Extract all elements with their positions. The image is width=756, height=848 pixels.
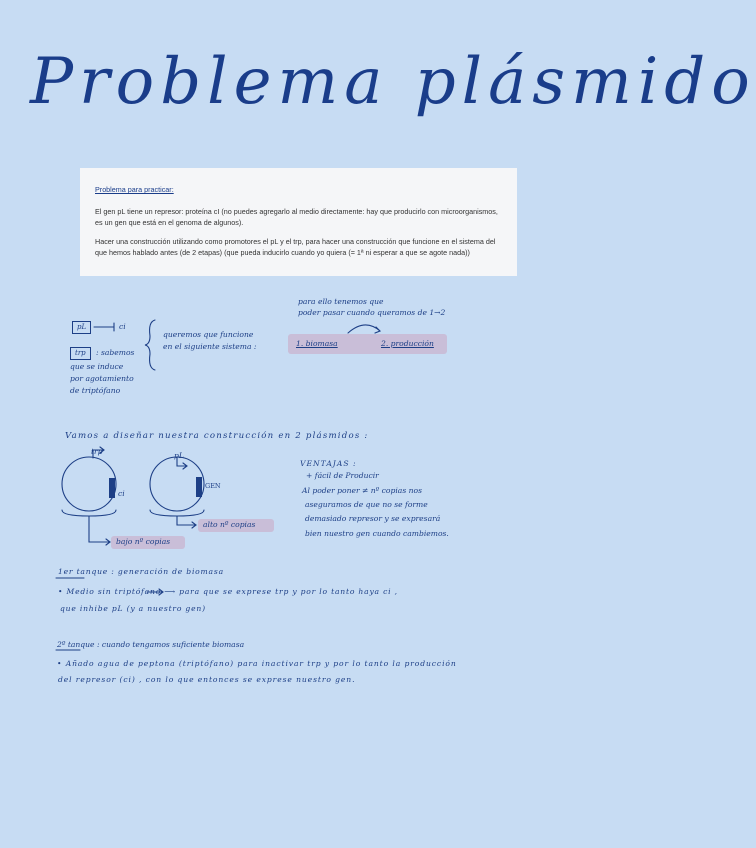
tank2-line-2: del represor (ci) , con lo que entonces se exprese nuestro gen. — [58, 675, 356, 684]
trp-line-2: por agotamiento — [70, 374, 134, 383]
tank2-heading: 2º tanque : cuando tengamos suficiente biomasa — [57, 640, 245, 649]
want-line-2: en el siguiente sistema : — [163, 342, 257, 351]
tank1-line-2: que inhibe pL (y a nuestro gen) — [60, 604, 206, 613]
plasmid2-pl-label: pL — [174, 451, 184, 460]
repression-line — [94, 323, 114, 331]
tank1-arrow — [147, 589, 163, 595]
problem-heading: Problema para practicar: — [95, 185, 174, 194]
transition-arrow — [348, 325, 380, 333]
pl-box: pL — [72, 321, 91, 334]
advantage-4: demasiado represor y se expresará — [305, 514, 441, 523]
design-line: Vamos a diseñar nuestra construcción en 2 plásmidos : — [65, 431, 369, 441]
low-copies-label: bajo nº copias — [116, 537, 171, 546]
advantage-1: + fácil de Producir — [306, 471, 379, 480]
tank1-heading: 1er tanque : generación de biomasa — [58, 567, 224, 576]
problem-paragraph-1: El gen pL tiene un represor: proteína cI (no puedes agregarlo al medio directamente: hay que producirlo con microorganismos, es un gen que está en el genoma de algunos). — [95, 207, 498, 227]
advantage-5: bien nuestro gen cuando cambiemos. — [305, 529, 449, 538]
want-line-1: queremos que funcione — [163, 330, 254, 339]
above-line-2: poder pasar cuando queramos de 1→2 — [298, 308, 446, 317]
plasmid-1-gene-block — [109, 478, 115, 498]
pl-target-label: ci — [119, 322, 126, 331]
plasmid-2-gene-block — [196, 477, 202, 497]
step-biomasa: 1. biomasa — [296, 339, 338, 348]
curly-brace — [145, 320, 155, 370]
step-produccion: 2. producción — [381, 339, 434, 348]
page-title: Problema plásmido — [30, 45, 756, 119]
plasmid2-gene-label: GEN — [205, 482, 221, 490]
high-copies-pointer — [177, 516, 196, 525]
tank2-line-1: • Añado agua de peptona (triptófano) para inactivar trp y por lo tanto la producción — [57, 659, 457, 668]
advantage-3: aseguramos de que no se forme — [305, 500, 428, 509]
trp-line-3: de triptófano — [70, 386, 121, 395]
above-line-1: para ello tenemos que — [298, 297, 384, 306]
high-copies-label: alto nº copias — [203, 520, 256, 529]
plasmid-1-circle — [62, 457, 116, 511]
trp-box: trp — [70, 347, 91, 360]
problem-paragraph-2: Hacer una construcción utilizando como promotores el pL y el trp, para hacer una construcción que funcione en el sistema del que hemos hablado antes (de 2 etapas) (que pueda inducirlo cuando yo quiera (= 1ª ni esperar a que se agote nada)) — [95, 237, 496, 257]
advantage-2: Al poder poner ≠ nº copias nos — [302, 486, 422, 495]
trp-line-1: que se induce — [70, 362, 124, 371]
plasmid1-gene-label: ci — [118, 489, 125, 498]
plasmid1-trp-label: trp — [91, 447, 103, 456]
tank1-line-1: • Medio sin triptófano ⟶ para que se exprese trp y por lo tanto haya ci , — [58, 587, 398, 596]
advantages-heading: VENTAJAS : — [300, 459, 357, 468]
low-copies-pointer — [89, 516, 110, 542]
trp-note: : sabemos — [96, 348, 135, 357]
